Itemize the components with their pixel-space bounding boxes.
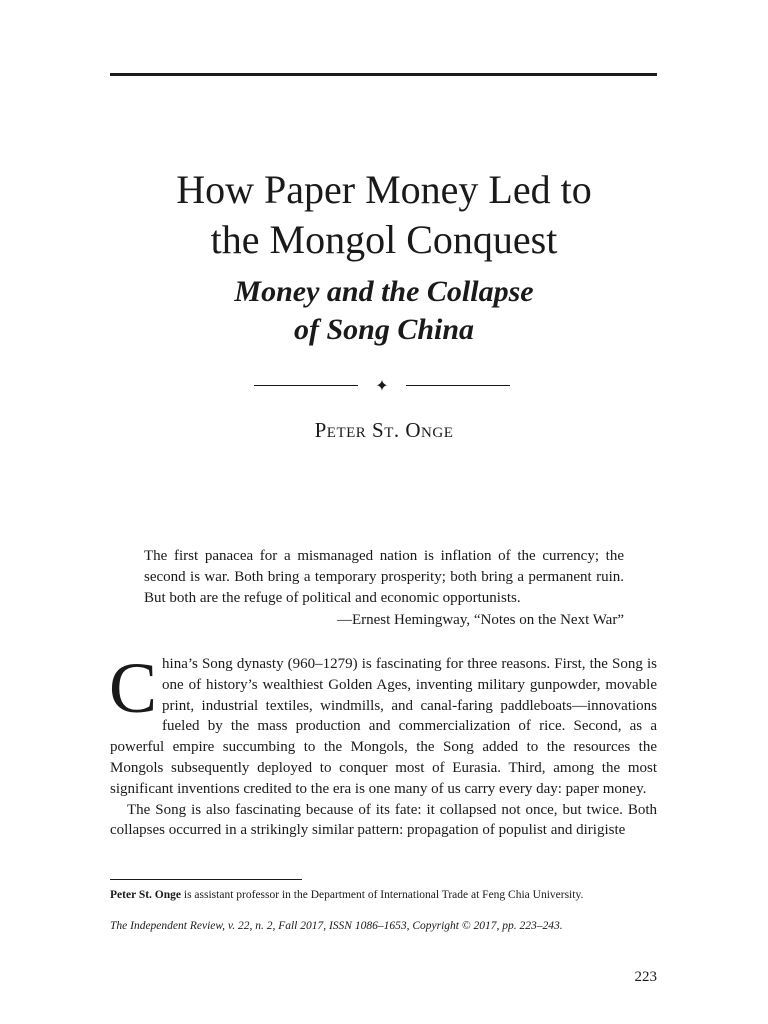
- title-line-1: How Paper Money Led to: [176, 167, 592, 212]
- footnote-affiliation: is assistant professor in the Department of International Trade at Feng Chia University.: [181, 889, 584, 901]
- article-subtitle: [60, 273, 708, 349]
- epigraph-quote: The first panacea for a mismanaged nation is inflation of the currency; the second is war. Both bring a temporary prosperity; both bring a permanent ruin. But both are the refuge of political and economic opportunists.: [144, 548, 624, 606]
- body-text: [109, 648, 657, 841]
- title-ornament: [254, 376, 510, 396]
- page-number: 223: [634, 969, 657, 985]
- title-line-2: the Mongol Conquest: [210, 217, 558, 262]
- paragraph-2: The Song is also fascinating because of its fate: it collapsed not once, but twice. Both collapses occurred in a strikingly similar pattern: propagation of populist and dirigiste: [110, 801, 657, 839]
- subtitle-line-1: Money and the Collapse: [234, 275, 534, 308]
- author-name: Peter St. Onge: [314, 418, 454, 442]
- ornament-star-icon: ✦: [375, 376, 389, 395]
- top-rule: [110, 73, 657, 76]
- subtitle-line-2: of Song China: [293, 313, 475, 346]
- author-footnote: [110, 887, 670, 903]
- journal-citation: The Independent Review, v. 22, n. 2, Fall 2017, ISSN 1086–1653, Copyright © 2017, pp. 223–243.: [110, 920, 563, 932]
- paragraph-1-text: hina’s Song dynasty (960–1279) is fascinating for three reasons. First, the Song is one of history’s wealthiest Golden Ages, inventing military gunpowder, movable print, industrial textiles, windmills, and canal-faring paddleboats—innovations fueled by the mass production and commercialization of rice. Second, as a powerful empire succumbing to the Mongols, the Song added to the resources the Mongols subsequently deployed to conquer most of Eurasia. Third, among the most significant inventions credited to the era is one many of us carry every day: paper money.: [110, 656, 657, 797]
- ornament-line-right: [406, 385, 510, 386]
- epigraph-source: —Ernest Hemingway, “Notes on the Next War”: [336, 612, 624, 628]
- ornament-line-left: [254, 385, 358, 386]
- drop-cap: C: [109, 648, 158, 728]
- footnote-rule: [110, 879, 302, 880]
- paragraph-1: [109, 648, 657, 800]
- article-title: [60, 165, 708, 265]
- footnote-author-name: Peter St. Onge: [110, 889, 182, 901]
